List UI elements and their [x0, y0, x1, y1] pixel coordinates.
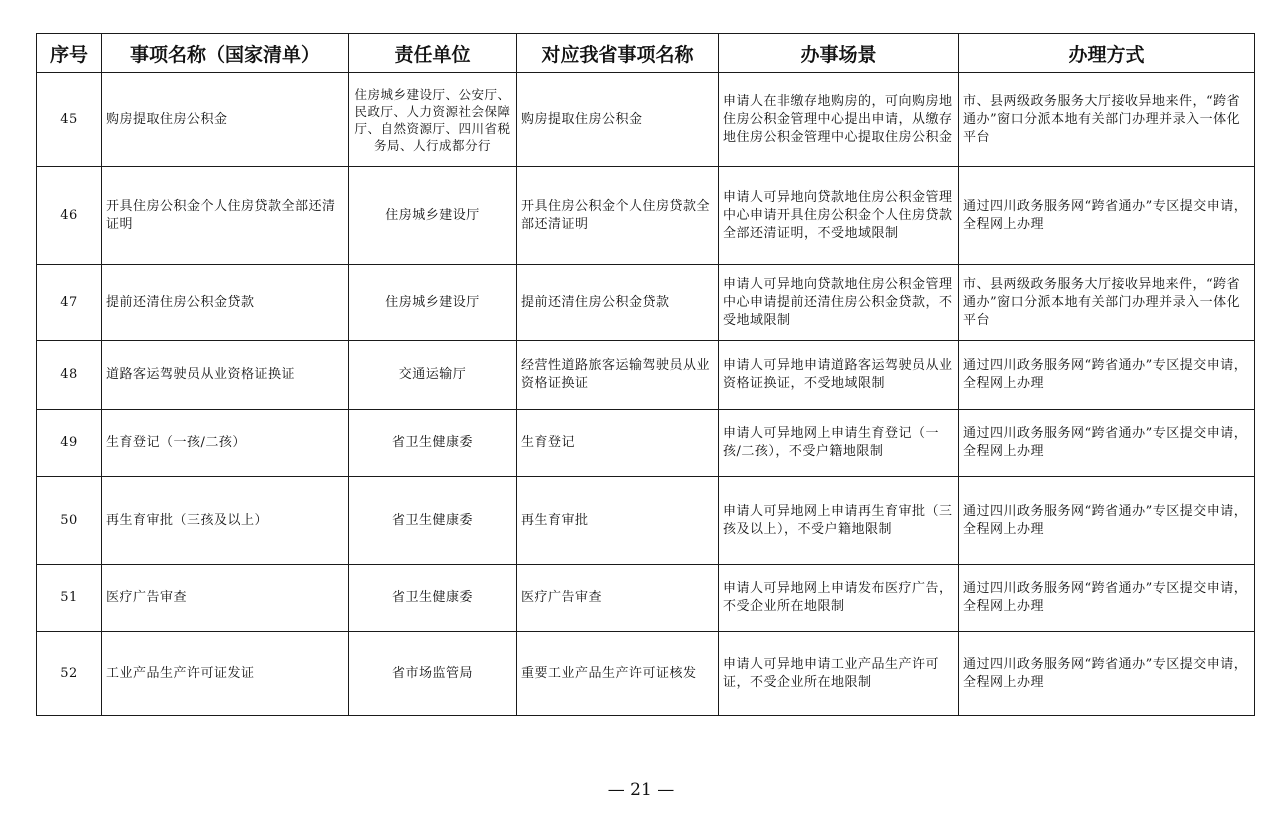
row-serial: 46 [37, 167, 102, 265]
header-method: 办理方式 [959, 34, 1255, 73]
table-row [37, 341, 1255, 410]
row-serial: 52 [37, 632, 102, 716]
row-scenario: 申请人可异地申请工业产品生产许可证，不受企业所在地限制 [719, 632, 959, 716]
row-province-item-name: 重要工业产品生产许可证核发 [517, 632, 719, 716]
row-responsible-unit: 省市场监管局 [349, 632, 517, 716]
table-row [37, 565, 1255, 632]
row-serial: 49 [37, 410, 102, 477]
table-header-row [37, 34, 1255, 73]
row-method: 市、县两级政务服务大厅接收异地来件，“跨省通办”窗口分派本地有关部门办理并录入一体化平台 [959, 73, 1255, 167]
row-serial: 48 [37, 341, 102, 410]
row-province-item-name: 再生育审批 [517, 477, 719, 565]
table-row [37, 167, 1255, 265]
header-responsible-unit: 责任单位 [349, 34, 517, 73]
row-scenario: 申请人在非缴存地购房的，可向购房地住房公积金管理中心提出申请，从缴存地住房公积金管理中心提取住房公积金 [719, 73, 959, 167]
row-scenario: 申请人可异地申请道路客运驾驶员从业资格证换证，不受地域限制 [719, 341, 959, 410]
row-method: 通过四川政务服务网“跨省通办”专区提交申请，全程网上办理 [959, 341, 1255, 410]
row-province-item-name: 经营性道路旅客运输驾驶员从业资格证换证 [517, 341, 719, 410]
row-scenario: 申请人可异地向贷款地住房公积金管理中心申请开具住房公积金个人住房贷款全部还清证明，不受地域限制 [719, 167, 959, 265]
row-method: 通过四川政务服务网“跨省通办”专区提交申请，全程网上办理 [959, 565, 1255, 632]
row-serial: 50 [37, 477, 102, 565]
row-method: 通过四川政务服务网“跨省通办”专区提交申请，全程网上办理 [959, 167, 1255, 265]
row-responsible-unit: 省卫生健康委 [349, 410, 517, 477]
row-item-name: 道路客运驾驶员从业资格证换证 [102, 341, 349, 410]
row-method: 通过四川政务服务网“跨省通办”专区提交申请，全程网上办理 [959, 632, 1255, 716]
row-scenario: 申请人可异地网上申请生育登记（一孩/二孩），不受户籍地限制 [719, 410, 959, 477]
header-province-item-name: 对应我省事项名称 [517, 34, 719, 73]
row-responsible-unit: 住房城乡建设厅、公安厅、民政厅、人力资源社会保障厅、自然资源厅、四川省税务局、人行成都分行 [349, 73, 517, 167]
row-responsible-unit: 住房城乡建设厅 [349, 167, 517, 265]
page-number: — 21 — [607, 780, 675, 800]
row-province-item-name: 医疗广告审查 [517, 565, 719, 632]
row-scenario: 申请人可异地网上申请发布医疗广告，不受企业所在地限制 [719, 565, 959, 632]
row-responsible-unit: 住房城乡建设厅 [349, 265, 517, 341]
row-responsible-unit: 省卫生健康委 [349, 477, 517, 565]
row-item-name: 再生育审批（三孩及以上） [102, 477, 349, 565]
row-item-name: 提前还清住房公积金贷款 [102, 265, 349, 341]
row-responsible-unit: 交通运输厅 [349, 341, 517, 410]
table-row [37, 477, 1255, 565]
table-row [37, 410, 1255, 477]
header-scenario: 办事场景 [719, 34, 959, 73]
row-item-name: 工业产品生产许可证发证 [102, 632, 349, 716]
row-item-name: 生育登记（一孩/二孩） [102, 410, 349, 477]
row-serial: 47 [37, 265, 102, 341]
row-serial: 51 [37, 565, 102, 632]
row-serial: 45 [37, 73, 102, 167]
row-item-name: 购房提取住房公积金 [102, 73, 349, 167]
header-item-name: 事项名称（国家清单） [102, 34, 349, 73]
row-province-item-name: 生育登记 [517, 410, 719, 477]
table-row [37, 265, 1255, 341]
row-method: 市、县两级政务服务大厅接收异地来件，“跨省通办”窗口分派本地有关部门办理并录入一体化平台 [959, 265, 1255, 341]
row-item-name: 开具住房公积金个人住房贷款全部还清证明 [102, 167, 349, 265]
row-method: 通过四川政务服务网“跨省通办”专区提交申请，全程网上办理 [959, 477, 1255, 565]
table-row [37, 73, 1255, 167]
row-responsible-unit: 省卫生健康委 [349, 565, 517, 632]
row-scenario: 申请人可异地网上申请再生育审批（三孩及以上），不受户籍地限制 [719, 477, 959, 565]
table-row [37, 632, 1255, 716]
header-serial: 序号 [37, 34, 102, 73]
row-item-name: 医疗广告审查 [102, 565, 349, 632]
row-province-item-name: 提前还清住房公积金贷款 [517, 265, 719, 341]
row-province-item-name: 购房提取住房公积金 [517, 73, 719, 167]
row-method: 通过四川政务服务网“跨省通办”专区提交申请，全程网上办理 [959, 410, 1255, 477]
matters-table [36, 33, 1255, 716]
row-province-item-name: 开具住房公积金个人住房贷款全部还清证明 [517, 167, 719, 265]
row-scenario: 申请人可异地向贷款地住房公积金管理中心申请提前还清住房公积金贷款，不受地域限制 [719, 265, 959, 341]
